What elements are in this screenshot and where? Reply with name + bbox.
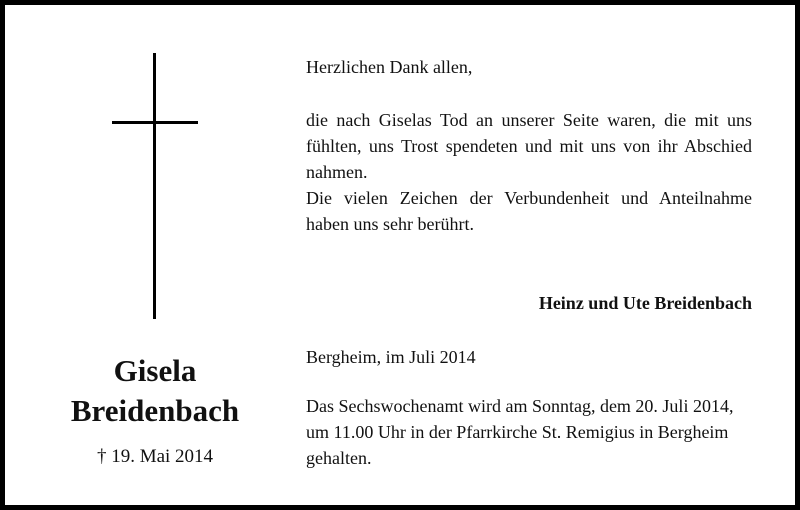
thanks-line: die nach Giselas Tod an unserer Seite waren, die mit uns fühlten, uns Trost spendeten und mit uns von ihr Abschied nahmen.	[306, 110, 752, 182]
signature: Heinz und Ute Breidenbach	[538, 293, 752, 313]
deceased-name	[45, 351, 265, 431]
thanks-paragraph	[306, 107, 752, 237]
service-notice: Das Sechswochenamt wird am Sonntag, dem 20. Juli 2014, um 11.00 Uhr in der Pfarrkirche St. Remigius in Bergheim gehalten.	[306, 396, 734, 468]
greeting: Herzlichen Dank allen,	[306, 57, 473, 77]
deceased-first-name: Gisela	[113, 353, 197, 388]
cross-icon-bar	[112, 121, 198, 124]
deceased-last-name: Breidenbach	[70, 393, 240, 428]
place-date: Bergheim, im Juli 2014	[306, 347, 476, 367]
cross-icon	[153, 53, 156, 319]
death-date: † 19. Mai 2014	[96, 446, 214, 467]
thanks-line: Die vielen Zeichen der Verbundenheit und Anteilnahme haben uns sehr berührt.	[306, 188, 752, 234]
